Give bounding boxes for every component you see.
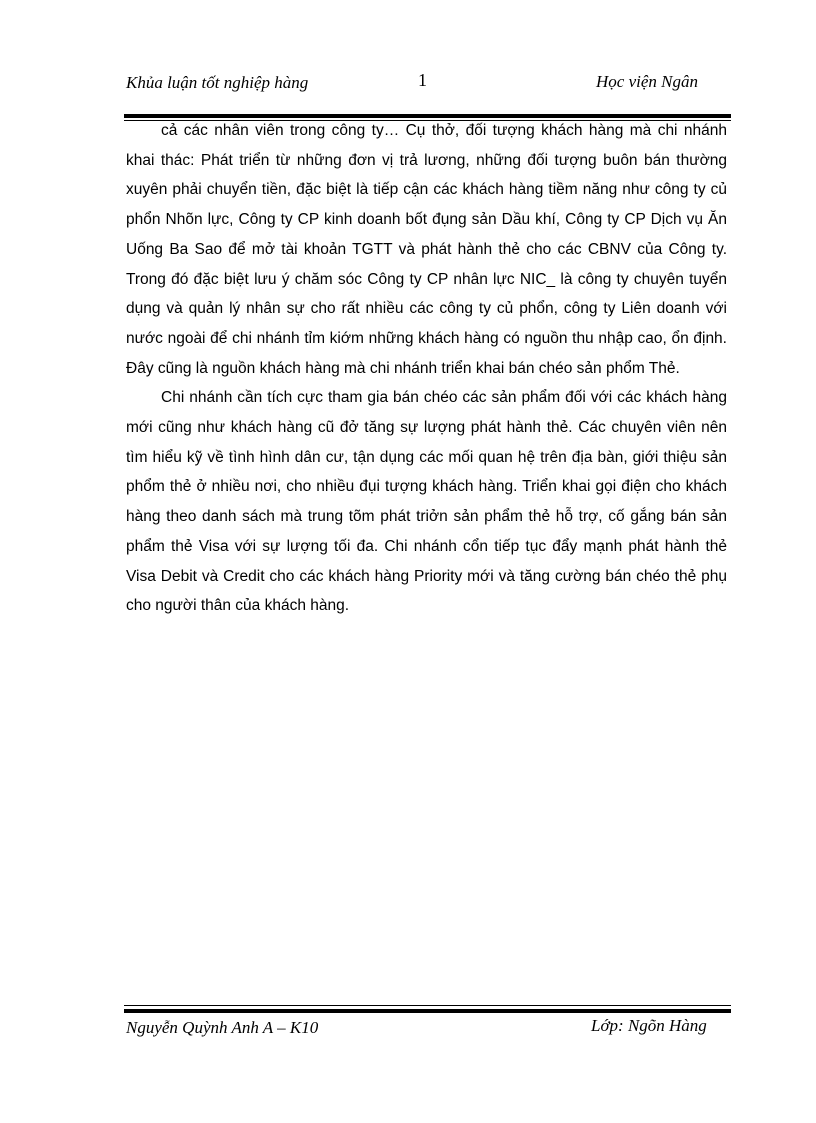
header-title-left: Khủa luận tốt nghiệp hàng bbox=[126, 73, 309, 92]
footer-author: Nguyễn Quỳnh Anh A – K10 bbox=[126, 1018, 319, 1037]
paragraph: Chi nhánh cần tích cực tham gia bán chéo các sản phẩm đối với các khách hàng mới cũng như khách hàng cũ đở tăng sự lượng phát hành thẻ. Các chuyên viên nên tìm hiểu kỹ về tình hình dân cư, tận dụng các mối quan hệ trên địa bàn, giới thiệu sản phổm thẻ ở nhiều nơi, cho nhiều đụi tượng khách hàng. Triển khai gọi điện cho khách hàng theo danh sách mà trung tõm phát triởn sản phẩm thẻ hỗ trợ, cố gắng bán sản phẩm thẻ Visa với sự lượng tối đa. Chi nhánh cổn tiếp tục đẩy mạnh phát hành thẻ Visa Debit và Credit cho các khách hàng Priority mới và tăng cường bán chéo thẻ phụ cho người thân của khách hàng. bbox=[126, 389, 727, 615]
header-title-right: Học viện Ngân bbox=[596, 72, 698, 91]
footer-class: Lớp: Ngõn Hàng bbox=[591, 1016, 707, 1035]
footer-rule-thick bbox=[124, 1009, 731, 1013]
footer-rule-thin bbox=[124, 1005, 731, 1006]
paragraph: cả các nhân viên trong công ty… Cụ thở, đối tượng khách hàng mà chi nhánh khai thác: Phát triển từ những đơn vị trả lương, những đối tượng buôn bán thường xuyên phải chuyển tiền, đặc biệt là tiếp cận các khách hàng tiềm năng như công ty củ phổn Nhõn lực, Công ty CP kinh doanh bốt đụng sản Dầu khí, Công ty CP Dịch vụ Ăn Uống Ba Sao để mở tài khoản TGTT và phát hành thẻ cho các CBNV của Công ty. Trong đó đặc biệt lưu ý chăm sóc Công ty CP nhân lực NIC_ là công ty chuyên tuyển dụng và quản lý nhân sự cho rất nhiều các công ty củ phổn, công ty Liên doanh với nước ngoài để chi nhánh tỉm kiớm những khách hàng có nguồn thu nhập cao, ổn định. Đây cũng là nguồn khách hàng mà chi nhánh triển khai bán chéo sản phổm Thẻ. bbox=[126, 122, 727, 377]
document-body bbox=[126, 116, 727, 621]
page-number: 1 bbox=[418, 70, 427, 90]
